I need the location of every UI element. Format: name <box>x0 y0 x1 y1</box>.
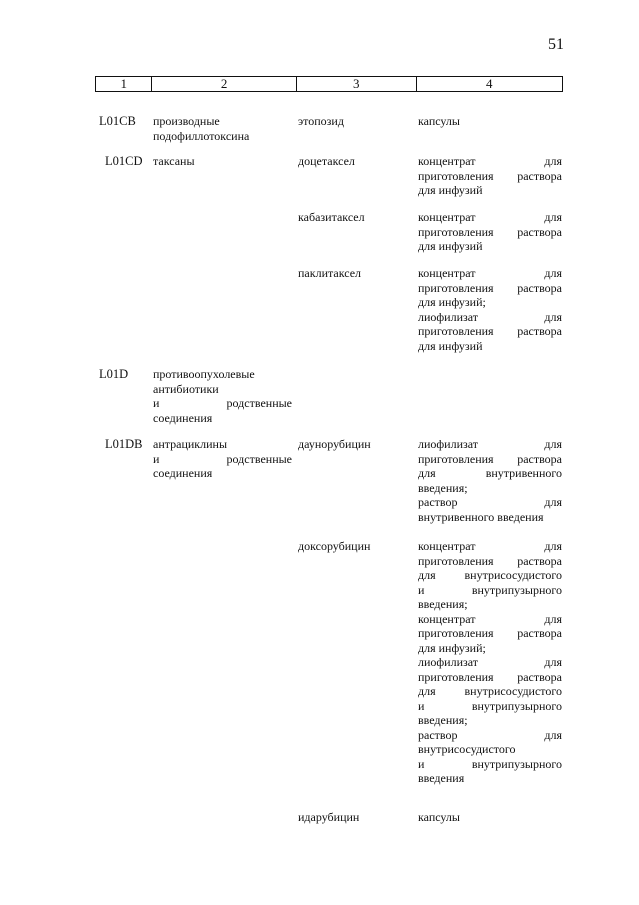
word: для <box>544 727 562 742</box>
header-row <box>96 77 563 92</box>
word: приготовления <box>418 553 494 568</box>
word: и <box>418 698 425 713</box>
group-line <box>153 396 292 411</box>
dosage-form-line: внутрисосудистого <box>418 742 516 756</box>
word: раствора <box>517 224 562 239</box>
word: раствор <box>418 727 458 742</box>
header-col-3: 3 <box>296 77 416 92</box>
group-name <box>153 154 292 169</box>
dosage-form-line: для инфузий; <box>418 640 486 655</box>
column-header-table <box>95 76 563 92</box>
word: приготовления <box>418 669 494 684</box>
dosage-form-line <box>418 655 562 670</box>
dosage-form <box>418 266 562 353</box>
word: внутрипузырного <box>471 698 562 713</box>
dosage-form-line <box>418 539 562 554</box>
dosage-form-line: внутривенного введения <box>418 509 544 524</box>
group-name <box>153 114 292 143</box>
dosage-form-line: для инфузий <box>418 338 483 353</box>
word: внутрипузырного <box>471 756 562 771</box>
substance-name: паклитаксел <box>298 266 362 280</box>
group-line: таксаны <box>153 154 195 168</box>
dosage-form-line <box>418 169 562 184</box>
group-name <box>153 437 292 481</box>
dosage-form <box>418 437 562 524</box>
word: для <box>544 495 562 509</box>
group-name <box>153 367 292 425</box>
word: внутрипузырного <box>471 582 562 597</box>
dosage-form <box>418 154 562 198</box>
dosage-form-line <box>418 281 562 296</box>
word: для <box>418 684 436 698</box>
word: для <box>544 266 562 280</box>
dosage-form-line <box>418 626 562 641</box>
word: для <box>544 655 562 669</box>
dosage-form-line <box>418 324 562 339</box>
word: приготовления <box>418 224 494 239</box>
dosage-form-line <box>418 612 562 627</box>
group-line: подофиллотоксина <box>153 128 250 143</box>
group-line: соединения <box>153 410 213 425</box>
dosage-form <box>418 810 562 825</box>
group-line: производные <box>153 114 220 128</box>
word: для <box>544 154 562 168</box>
page-number: 51 <box>548 36 564 53</box>
atc-code: L01CB <box>99 114 136 128</box>
word: приготовления <box>418 280 494 295</box>
dosage-form-line <box>418 266 562 281</box>
word: приготовления <box>418 168 494 183</box>
substance-name: кабазитаксел <box>298 210 365 224</box>
word: раствора <box>517 669 562 684</box>
dosage-form-line <box>418 757 562 772</box>
atc-code: L01DB <box>105 437 143 451</box>
dosage-form <box>418 539 562 786</box>
dosage-form-line <box>418 154 562 169</box>
dosage-form <box>418 114 562 129</box>
word: внутрисосудистого <box>464 568 562 582</box>
word: концентрат <box>418 539 476 553</box>
dosage-form-line <box>418 210 562 225</box>
word: внутривенного <box>485 466 562 480</box>
word: для <box>544 309 562 324</box>
dosage-form-line: введения; <box>418 713 468 727</box>
word: раствора <box>517 553 562 568</box>
substance-name: доцетаксел <box>298 154 355 168</box>
atc-code: L01D <box>99 367 129 381</box>
dosage-form-line: введения <box>418 771 465 785</box>
group-line: соединения <box>153 466 213 480</box>
word: концентрат <box>418 154 476 168</box>
word: лиофилизат <box>418 437 479 451</box>
dosage-form-line <box>418 437 562 452</box>
dosage-form-line <box>418 554 562 569</box>
word: для <box>544 210 562 224</box>
word: раствора <box>517 280 562 295</box>
dosage-form-line: капсулы <box>418 810 460 824</box>
dosage-form-line <box>418 699 562 714</box>
word: родственные <box>226 451 292 466</box>
dosage-form-line <box>418 583 562 598</box>
word: родственные <box>226 396 292 410</box>
substance-name: идарубицин <box>298 810 360 824</box>
header-col-4: 4 <box>416 77 562 92</box>
substance-name: доксорубицин <box>298 539 371 553</box>
word: приготовления <box>418 626 494 640</box>
word: приготовления <box>418 324 494 338</box>
word: концентрат <box>418 266 476 280</box>
word: раствор <box>418 495 458 509</box>
word: для <box>544 539 562 553</box>
atc-code: L01CD <box>105 154 143 168</box>
dosage-form-line: для инфузий; <box>418 295 486 309</box>
dosage-form-line <box>418 225 562 240</box>
word: концентрат <box>418 210 476 224</box>
dosage-form-line: введения; <box>418 480 468 495</box>
dosage-form-line: для инфузий <box>418 183 483 197</box>
word: внутрисосудистого <box>464 684 562 698</box>
dosage-form-line <box>418 452 562 467</box>
group-line <box>153 452 292 467</box>
word: и <box>153 451 160 466</box>
word: концентрат <box>418 611 476 626</box>
word: лиофилизат <box>418 655 479 669</box>
word: и <box>418 756 425 771</box>
header-col-2: 2 <box>152 77 296 92</box>
substance-name: этопозид <box>298 114 344 128</box>
group-line: антибиотики <box>153 381 219 396</box>
word: для <box>418 466 436 480</box>
dosage-form-line: для инфузий <box>418 239 483 253</box>
dosage-form-line <box>418 728 562 743</box>
dosage-form-line <box>418 466 562 481</box>
word: раствора <box>517 168 562 183</box>
word: для <box>544 611 562 626</box>
word: лиофилизат <box>418 309 479 324</box>
word: раствора <box>517 451 562 466</box>
dosage-form-line: введения; <box>418 597 468 611</box>
word: раствора <box>517 626 562 640</box>
dosage-form-line <box>418 310 562 325</box>
group-line: антрациклины <box>153 437 228 451</box>
group-line: противоопухолевые <box>153 367 255 381</box>
header-col-1: 1 <box>96 77 152 92</box>
word: для <box>544 437 562 451</box>
word: и <box>153 396 160 410</box>
word: приготовления <box>418 451 494 466</box>
dosage-form-line <box>418 684 562 699</box>
dosage-form-line <box>418 568 562 583</box>
word: для <box>418 568 436 582</box>
dosage-form-line: капсулы <box>418 114 460 128</box>
dosage-form-line <box>418 495 562 510</box>
word: и <box>418 582 425 597</box>
substance-name: даунорубицин <box>298 437 371 451</box>
word: раствора <box>517 324 562 338</box>
dosage-form-line <box>418 670 562 685</box>
dosage-form <box>418 210 562 254</box>
